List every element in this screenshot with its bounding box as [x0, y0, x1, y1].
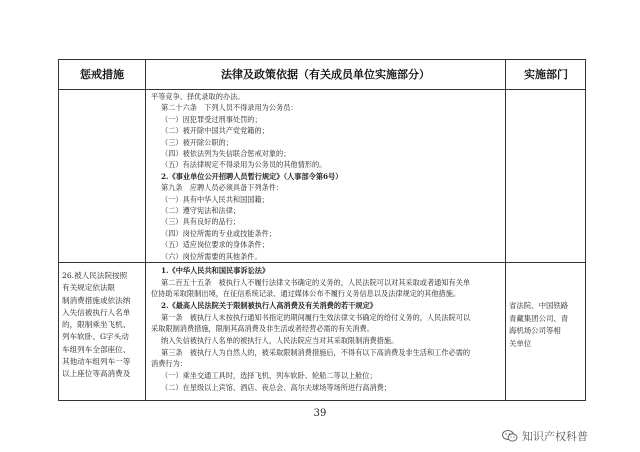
header-penalty-measures: 惩戒措施 — [80, 68, 124, 81]
penalty-measure-line: 入失信被执行人名单 — [62, 307, 131, 317]
row2-text-line: 纳入失信被执行人名单的被执行人，人民法院应当对其采取限制消费措施。 — [161, 336, 399, 345]
column-divider-1 — [145, 60, 146, 400]
row2-text-line: 第二百五十五条 被执行人不履行法律文书确定的义务的，人民法院可以对其采取或者通知有关单 — [161, 278, 471, 287]
watermark — [502, 427, 588, 445]
penalty-measure-line: 以上座位等高消费及 — [62, 369, 131, 379]
penalty-measure-line: 车组列车全部座位、 — [62, 344, 131, 354]
policy-table — [58, 59, 586, 401]
penalty-measure-line: 有关规定依法限 — [62, 283, 116, 293]
penalty-measure-line: 列车软卧、G字头动 — [62, 332, 129, 342]
row1-text-line: 第二十六条 下列人员不得录用为公务员： — [161, 103, 298, 113]
row2-implementing-dept — [509, 300, 585, 350]
row1-text-line: （一）因犯罪受过刑事处罚的； — [161, 114, 262, 124]
row1-text-line: （五）有法律规定不得录用为公务员的其他情形的。 — [161, 160, 327, 170]
wechat-logo-icon — [502, 429, 518, 443]
implementing-dept-line: 青藏集团公司、青 — [509, 313, 569, 323]
row-divider — [59, 262, 585, 263]
row1-text-line: 2.《事业单位公开招聘人员暂行规定》（人事部令第6号） — [161, 171, 343, 181]
row1-text-line: （三）具有良好的品行； — [161, 217, 241, 227]
row1-text-line: （六）岗位所需要的其他条件。 — [161, 251, 262, 261]
row2-penalty-measure — [62, 270, 142, 381]
implementing-dept-line: 海机场公司等相 — [509, 326, 561, 336]
row2-text-line: 位协助采取限制出境，在征信系统记录、通过媒体公布不履行义务信息以及法律规定的其他措施。 — [151, 289, 461, 298]
column-divider-2 — [505, 60, 506, 400]
row2-text-line: 采取限制消费措施，限制其高消费及非生活或者经营必需的有关消费。 — [151, 324, 374, 333]
row2-text-line: 2.《最高人民法院关于限制被执行人高消费及有关消费的若干规定》 — [161, 301, 377, 310]
page-number: 39 — [313, 408, 327, 419]
row1-text-line: （二）被开除中国共产党党籍的； — [161, 126, 269, 136]
header-divider — [59, 89, 585, 90]
row2-text-line: （一）乘坐交通工具时，选择飞机、列车软卧、轮船二等以上舱位； — [161, 371, 377, 380]
penalty-measure-line: 的，限制乘坐飞机、 — [62, 320, 131, 330]
header-implementing-dept: 实施部门 — [524, 68, 568, 81]
row1-text-line: （一）具有中华人民共和国国籍； — [161, 194, 269, 204]
row1-text-line: （二）遵守宪法和法律； — [161, 206, 241, 215]
header-legal-basis: 法律及政策依据（有关成员单位实施部分） — [221, 68, 430, 81]
row2-text-line: 消费行为： — [151, 359, 187, 368]
implementing-dept-line: 关单位 — [509, 338, 532, 348]
penalty-measure-line: 26.被人民法院按照 — [62, 271, 128, 280]
row2-text-line: 第一条 被执行人未按执行通知书指定的期间履行生效法律文书确定的给付义务的，人民法院可以 — [161, 313, 471, 322]
row1-text-line: （五）适应岗位要求的身体条件； — [161, 240, 269, 250]
implementing-dept-line: 省法院、中国铁路 — [509, 301, 569, 310]
penalty-measure-line: 制消费措施或依法纳 — [62, 295, 131, 305]
row1-text-line: （四）岗位所需的专业或技能条件； — [161, 228, 277, 238]
watermark-text: 知识产权科普 — [522, 430, 588, 443]
row2-text-line: 1.《中华人民共和国民事诉讼法》 — [161, 266, 270, 275]
row1-text-line: （三）被开除公职的； — [161, 137, 233, 147]
row2-text-line: （二）在星级以上宾馆、酒店、夜总会、高尔夫球场等场所进行高消费； — [161, 383, 392, 392]
row1-text-line: 平等竞争、择优录取的办法。 — [151, 92, 245, 101]
row2-text-line: 第三条 被执行人为自然人的，被采取限制消费措施后，不得有以下高消费及非生活和工作必需的 — [161, 348, 471, 357]
row1-text-line: （四）被依法列为失信联合惩戒对象的； — [161, 149, 291, 158]
row1-text-line: 第九条 应聘人员必须具备下列条件： — [161, 183, 284, 193]
penalty-measure-line: 其他动车组列车一等 — [62, 357, 131, 367]
